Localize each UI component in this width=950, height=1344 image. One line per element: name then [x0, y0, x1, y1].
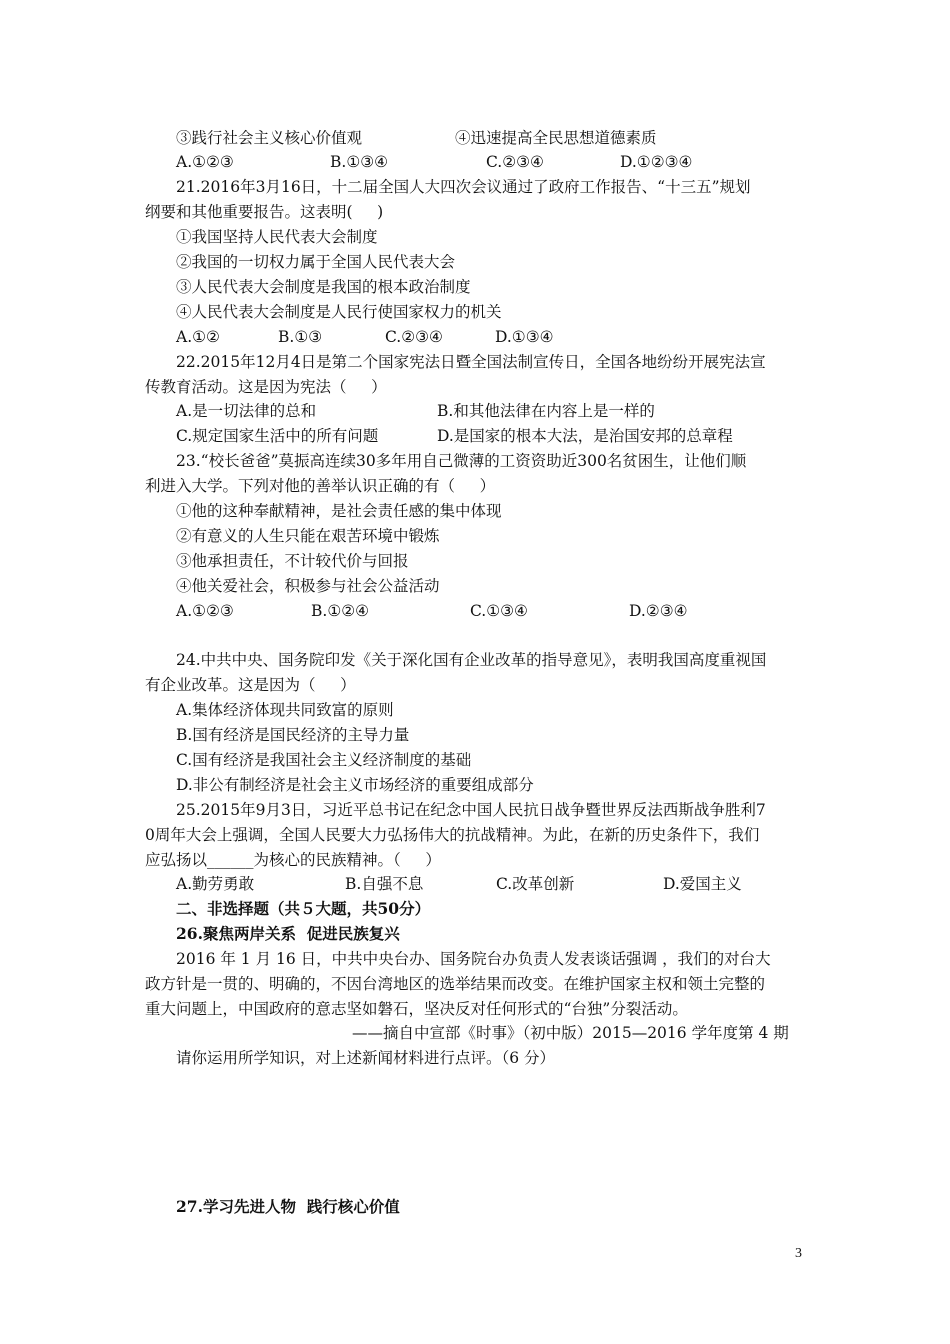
section-heading: 二、非选择题（共５大题，共50分）	[176, 899, 431, 918]
q20-option-b: B.①③④	[330, 153, 389, 171]
q21-statement-2: ②我国的一切权力属于全国人民代表大会	[176, 253, 456, 271]
q21-statement-1: ①我国坚持人民代表大会制度	[176, 228, 378, 246]
q20-option-d: D.①②③④	[620, 153, 693, 171]
q21-option-b: B.①③	[278, 328, 323, 346]
page-number: 3	[795, 1246, 802, 1261]
q27-title: 27.学习先进人物 践行核心价值	[176, 1197, 400, 1216]
q21-stem-line1: 21.2016年3月16日，十二届全国人大四次会议通过了政府工作报告、“十三五”规划	[176, 178, 751, 196]
q23-option-c: C.①③④	[470, 602, 528, 620]
q25-option-a: A.勤劳勇敢	[176, 875, 255, 893]
q26-paragraph-line2: 政方针是一贯的、明确的，不因台湾地区的选举结果而改变。在维护国家主权和领土完整的	[145, 975, 766, 993]
q25-stem-line3: 应弘扬以______为核心的民族精神。（ ）	[145, 851, 441, 869]
statement-3: ③践行社会主义核心价值观	[176, 129, 363, 147]
q26-question: 请你运用所学知识，对上述新闻材料进行点评。（6 分）	[176, 1049, 556, 1067]
q23-statement-3: ③他承担责任，不计较代价与回报	[176, 552, 409, 570]
q24-option-d: D.非公有制经济是社会主义市场经济的重要组成部分	[176, 776, 534, 794]
q25-option-d: D.爱国主义	[663, 875, 742, 893]
q26-title: 26.聚焦两岸关系 促进民族复兴	[176, 924, 400, 943]
statement-4: ④迅速提高全民思想道德素质	[455, 129, 657, 147]
q25-stem-line2: 0周年大会上强调，全国人民要大力弘扬伟大的抗战精神。为此，在新的历史条件下，我们	[145, 826, 760, 844]
q21-option-d: D.①③④	[495, 328, 554, 346]
q22-stem-line1: 22.2015年12月4日是第二个国家宪法日暨全国法制宣传日，全国各地纷纷开展宪法宣	[176, 353, 766, 371]
q21-statement-3: ③人民代表大会制度是我国的根本政治制度	[176, 278, 471, 296]
q25-option-b: B.自强不息	[345, 875, 424, 893]
q25-stem-line1: 25.2015年9月3日，习近平总书记在纪念中国人民抗日战争暨世界反法西斯战争胜利7	[176, 801, 766, 819]
q22-stem-line2: 传教育活动。这是因为宪法（ ）	[145, 378, 387, 396]
q23-option-b: B.①②④	[311, 602, 370, 620]
q21-option-a: A.①②	[176, 328, 220, 346]
q24-option-a: A.集体经济体现共同致富的原则	[176, 701, 394, 719]
q22-option-d: D.是国家的根本大法，是治国安邦的总章程	[437, 427, 733, 445]
q24-option-c: C.国有经济是我国社会主义经济制度的基础	[176, 751, 472, 769]
q23-option-a: A.①②③	[176, 602, 234, 620]
q25-option-c: C.改革创新	[496, 875, 575, 893]
q26-paragraph-line3: 重大问题上，中国政府的意志坚如磐石，坚决反对任何形式的“台独”分裂活动。	[145, 1000, 688, 1018]
q24-stem-line1: 24.中共中央、国务院印发《关于深化国有企业改革的指导意见》，表明我国高度重视国	[176, 651, 767, 669]
q24-stem-line2: 有企业改革。这是因为（ ）	[145, 676, 356, 694]
q23-stem-line2: 利进入大学。下列对他的善举认识正确的有（ ）	[145, 477, 496, 495]
q24-option-b: B.国有经济是国民经济的主导力量	[176, 726, 410, 744]
q26-source: ——摘自中宣部《时事》（初中版）2015—2016 学年度第 4 期	[352, 1024, 789, 1042]
q21-option-c: C.②③④	[385, 328, 443, 346]
q23-statement-4: ④他关爱社会，积极参与社会公益活动	[176, 577, 440, 595]
q20-option-a: A.①②③	[176, 153, 234, 171]
q21-statement-4: ④人民代表大会制度是人民行使国家权力的机关	[176, 303, 502, 321]
q22-option-b: B.和其他法律在内容上是一样的	[437, 402, 655, 420]
q23-statement-1: ①他的这种奉献精神，是社会责任感的集中体现	[176, 502, 502, 520]
q23-statement-2: ②有意义的人生只能在艰苦环境中锻炼	[176, 527, 440, 545]
q22-option-c: C.规定国家生活中的所有问题	[176, 427, 379, 445]
q20-option-c: C.②③④	[486, 153, 544, 171]
q21-stem-line2: 纲要和其他重要报告。这表明( )	[145, 203, 384, 221]
q26-paragraph-line1: 2016 年 1 月 16 日，中共中央台办、国务院台办负责人发表谈话强调 ，我们的对台大	[176, 950, 771, 968]
q22-option-a: A.是一切法律的总和	[176, 402, 317, 420]
q23-stem-line1: 23.“校长爸爸”莫振高连续30多年用自己微薄的工资资助近300名贫困生，让他们顺	[176, 452, 747, 470]
q23-option-d: D.②③④	[629, 602, 688, 620]
